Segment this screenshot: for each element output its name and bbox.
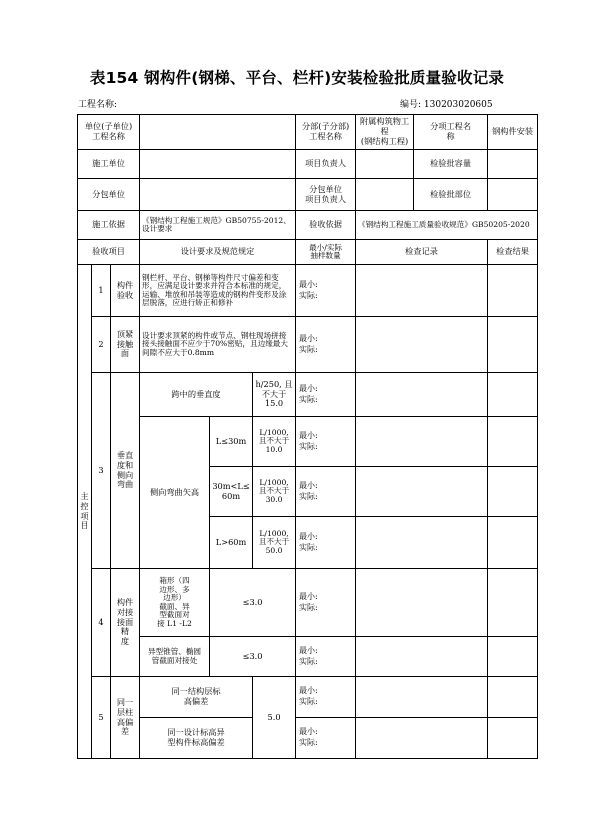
batch-capacity-label: 检验批容量 xyxy=(414,150,488,179)
elevation-deviation-label: 同一结构层标 高偏差 xyxy=(140,677,253,718)
sampling-min-actual[interactable]: 最小: 实际: xyxy=(296,517,356,569)
check-result-cell[interactable] xyxy=(488,677,538,718)
construction-unit-value[interactable] xyxy=(140,150,296,179)
sampling-min-actual[interactable]: 最小: 实际: xyxy=(296,373,356,417)
item-name: 垂直 度和 侧向 弯曲 xyxy=(111,373,140,569)
check-result-cell[interactable] xyxy=(488,317,538,373)
check-result-cell[interactable] xyxy=(488,467,538,517)
check-result-cell[interactable] xyxy=(488,569,538,637)
check-result-cell[interactable] xyxy=(488,637,538,677)
check-record-cell[interactable] xyxy=(356,417,488,467)
batch-location-value[interactable] xyxy=(488,179,538,211)
lateral-range: L>60m xyxy=(210,517,253,569)
check-record-cell[interactable] xyxy=(356,517,488,569)
construction-basis-label: 施工依据 xyxy=(78,211,140,240)
sampling-min-actual[interactable]: 最小: 实际: xyxy=(296,317,356,373)
project-name-label: 工程名称: xyxy=(78,100,118,110)
lateral-allowance: L/1000, 且不大于 30.0 xyxy=(253,467,296,517)
joint-type-label: 异型锥管、椭圆 管截面对接处 xyxy=(140,637,210,677)
sampling-min-actual[interactable]: 最小: 实际: xyxy=(296,718,356,759)
unit-project-name-label: 单位(子单位) 工程名称 xyxy=(78,115,140,150)
check-result-cell[interactable] xyxy=(488,373,538,417)
acceptance-basis-label: 验收依据 xyxy=(296,211,356,240)
check-record-cell[interactable] xyxy=(356,265,488,317)
column-header-item: 验收项目 xyxy=(78,240,140,265)
elevation-deviation-label: 同一设计标高异 型构件标高偏差 xyxy=(140,718,253,759)
sampling-min-actual[interactable]: 最小: 实际: xyxy=(296,265,356,317)
batch-location-label: 检验批部位 xyxy=(414,179,488,211)
check-result-cell[interactable] xyxy=(488,265,538,317)
column-header-result: 检查结果 xyxy=(488,240,538,265)
item-number: 1 xyxy=(92,265,111,317)
item-name: 构件 对接 接面精 度 xyxy=(111,569,140,677)
subcontract-lead-value[interactable] xyxy=(356,179,414,211)
page-title: 表154 钢构件(钢梯、平台、栏杆)安装检验批质量验收记录 xyxy=(89,69,505,87)
subitem-project-name-label: 分项工程名 称 xyxy=(414,115,488,150)
check-record-cell[interactable] xyxy=(356,467,488,517)
main-items-label: 主 控 项 目 xyxy=(78,265,92,759)
lateral-allowance: L/1000, 且不大于 10.0 xyxy=(253,417,296,467)
joint-type-label: 箱形（四 边形、多 边形） 截面、异 型截面对 接 L1 -L2 xyxy=(140,569,210,637)
check-result-cell[interactable] xyxy=(488,517,538,569)
sampling-min-actual[interactable]: 最小: 实际: xyxy=(296,569,356,637)
column-header-design: 设计要求及规范规定 xyxy=(140,240,296,265)
lateral-range: 30m<L≤ 60m xyxy=(210,467,253,517)
item-requirement: 设计要求顶紧的构件或节点、钢柱现场拼接接头接触面不应少于70%密贴，且边缘最大间隙不应大于0.8mm xyxy=(140,317,296,373)
check-result-cell[interactable] xyxy=(488,718,538,759)
project-lead-label: 项目负责人 xyxy=(296,150,356,179)
construction-unit-label: 施工单位 xyxy=(78,150,140,179)
item-number: 5 xyxy=(92,677,111,759)
inspection-record-table xyxy=(77,114,538,759)
batch-capacity-value[interactable] xyxy=(488,150,538,179)
item-number: 4 xyxy=(92,569,111,677)
division-project-name-label: 分部(子分部) 工程名称 xyxy=(296,115,356,150)
check-record-cell[interactable] xyxy=(356,718,488,759)
item-name: 构件 验收 xyxy=(111,265,140,317)
document-number: 编号: 130203020605 xyxy=(400,100,493,110)
subcontract-unit-label: 分包单位 xyxy=(78,179,140,211)
division-project-name-value[interactable]: 附属构筑物工程 (钢结构工程) xyxy=(356,115,414,150)
column-header-sampling: 最小/实际 抽样数量 xyxy=(296,240,356,265)
elevation-allowance: 5.0 xyxy=(253,677,296,759)
lateral-bending-label: 侧向弯曲矢高 xyxy=(140,417,210,569)
construction-basis-value: 《钢结构工程施工规范》GB50755-2012、设计要求 xyxy=(140,211,296,240)
check-record-cell[interactable] xyxy=(356,637,488,677)
lateral-allowance: L/1000, 且不大于 50.0 xyxy=(253,517,296,569)
check-record-cell[interactable] xyxy=(356,317,488,373)
check-record-cell[interactable] xyxy=(356,569,488,637)
sampling-min-actual[interactable]: 最小: 实际: xyxy=(296,637,356,677)
item-name: 同一 层柱 高偏 差 xyxy=(111,677,140,759)
item-number: 2 xyxy=(92,317,111,373)
sampling-min-actual[interactable]: 最小: 实际: xyxy=(296,677,356,718)
acceptance-basis-value: 《钢结构工程施工质量验收规范》GB50205-2020 xyxy=(356,211,538,240)
joint-allowance: ≤3.0 xyxy=(210,569,296,637)
sampling-min-actual[interactable]: 最小: 实际: xyxy=(296,467,356,517)
item-requirement: 钢栏杆、平台、钢梯等构件尺寸偏差和变形，应满足设计要求并符合本标准的规定，运输、堆放和吊装等造成的钢构件变形及涂层脱落，应进行矫正和修补 xyxy=(140,265,296,317)
unit-project-name-value[interactable] xyxy=(140,115,296,150)
item-number: 3 xyxy=(92,373,111,569)
subcontract-unit-value[interactable] xyxy=(140,179,296,211)
check-result-cell[interactable] xyxy=(488,417,538,467)
item-name: 顶紧 接触 面 xyxy=(111,317,140,373)
sampling-min-actual[interactable]: 最小: 实际: xyxy=(296,417,356,467)
check-record-cell[interactable] xyxy=(356,677,488,718)
subcontract-lead-label: 分包单位 项目负责人 xyxy=(296,179,356,211)
check-record-cell[interactable] xyxy=(356,373,488,417)
column-header-record: 检查记录 xyxy=(356,240,488,265)
project-lead-value[interactable] xyxy=(356,150,414,179)
joint-allowance: ≤3.0 xyxy=(210,637,296,677)
mid-span-verticality-value: h/250, 且不大于 15.0 xyxy=(253,373,296,417)
subitem-project-name-value[interactable]: 钢构件安装 xyxy=(488,115,538,150)
lateral-range: L≤30m xyxy=(210,417,253,467)
mid-span-verticality-label: 跨中的垂直度 xyxy=(140,373,253,417)
